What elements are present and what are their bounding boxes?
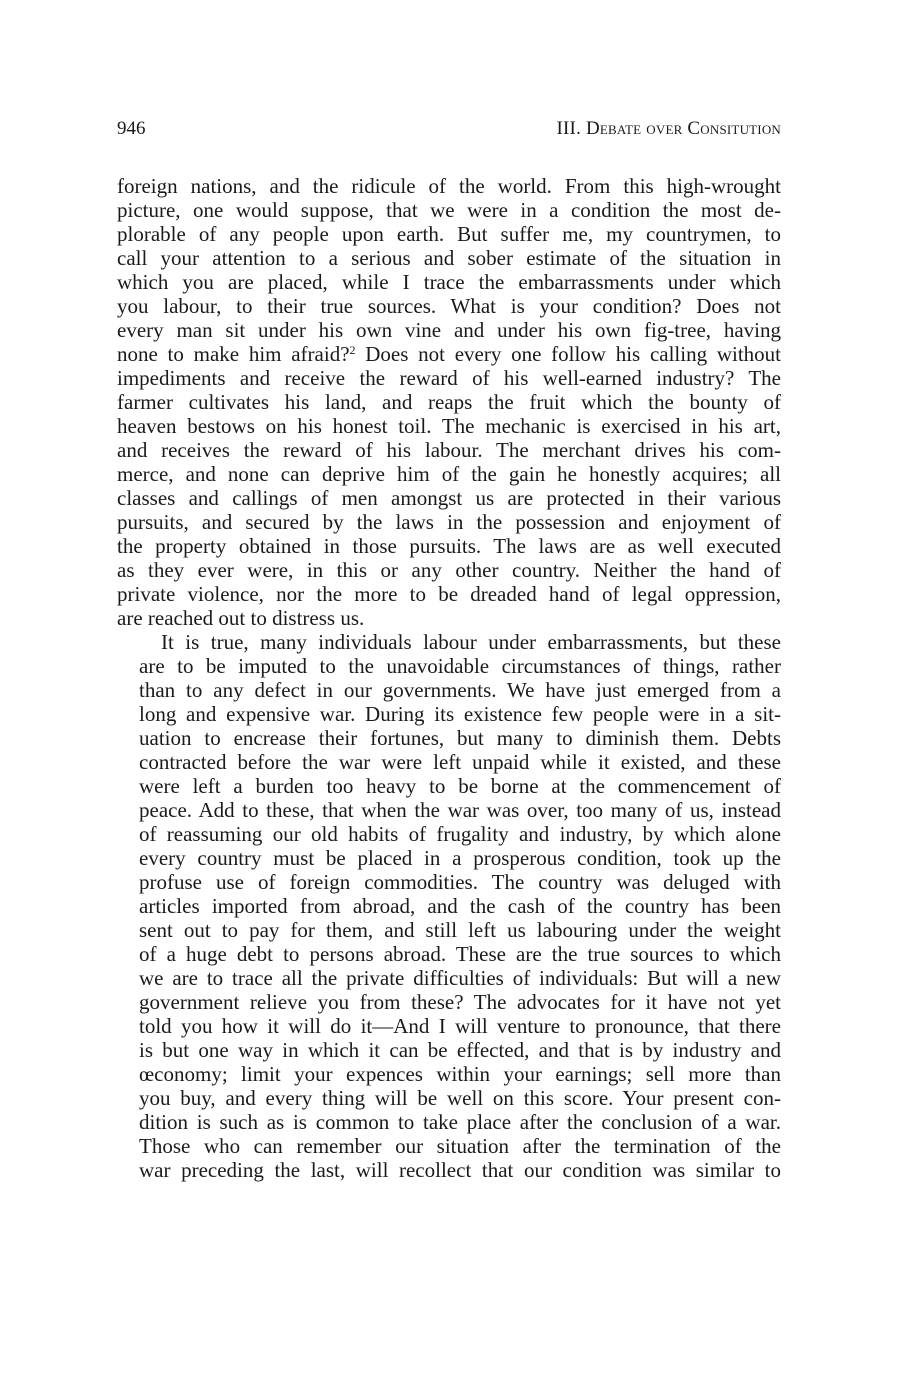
text-segment: Does not every one follow his calling without <box>355 342 781 366</box>
text-line: articles imported from abroad, and the cash of the country has been <box>139 894 781 918</box>
text-line: were left a burden too heavy to be borne at the commencement of <box>139 774 781 798</box>
footnote-marker[interactable]: 2 <box>349 343 356 357</box>
text-line: government relieve you from these? The advocates for it have not yet <box>139 990 781 1014</box>
body-text <box>117 174 781 1182</box>
text-line: of reassuming our old habits of frugality and industry, by which alone <box>139 822 781 846</box>
text-line: picture, one would suppose, that we were in a condition the most de- <box>117 198 781 222</box>
text-line: sent out to pay for them, and still left us labouring under the weight <box>139 918 781 942</box>
text-line: than to any defect in our governments. We have just emerged from a <box>139 678 781 702</box>
text-line: which you are placed, while I trace the embarrassments under which <box>117 270 781 294</box>
text-line: call your attention to a serious and sober estimate of the situation in <box>117 246 781 270</box>
text-line: war preceding the last, will recollect that our condition was similar to <box>139 1158 781 1182</box>
running-head <box>117 118 781 152</box>
page-number: 946 <box>117 118 146 139</box>
text-line: œconomy; limit your expences within your earnings; sell more than <box>139 1062 781 1086</box>
text-line: impediments and receive the reward of his well-earned industry? The <box>117 366 781 390</box>
paragraph-2 <box>117 630 781 1182</box>
text-line: the property obtained in those pursuits. The laws are as well executed <box>117 534 781 558</box>
text-line: merce, and none can deprive him of the gain he honestly acquires; all <box>117 462 781 486</box>
text-line: every man sit under his own vine and under his own fig-tree, having <box>117 318 781 342</box>
text-line: you buy, and every thing will be well on this score. Your present con- <box>139 1086 781 1110</box>
running-title: III. Debate over Consitution <box>556 118 781 139</box>
text-line: are to be imputed to the unavoidable circumstances of things, rather <box>139 654 781 678</box>
text-line: we are to trace all the private difficulties of individuals: But will a new <box>139 966 781 990</box>
text-line: dition is such as is common to take place after the conclusion of a war. <box>139 1110 781 1134</box>
text-line: are reached out to distress us. <box>117 606 365 630</box>
text-line: peace. Add to these, that when the war was over, too many of us, instead <box>139 798 781 822</box>
text-line: foreign nations, and the ridicule of the world. From this high-wrought <box>117 174 781 198</box>
text-line: told you how it will do it—And I will venture to pronounce, that there <box>139 1014 781 1038</box>
text-line: It is true, many individuals labour under embarrassments, but these <box>161 630 781 654</box>
text-line: every country must be placed in a prosperous condition, took up the <box>139 846 781 870</box>
text-line: classes and callings of men amongst us are protected in their various <box>117 486 781 510</box>
text-line: farmer cultivates his land, and reaps the fruit which the bounty of <box>117 390 781 414</box>
text-line: uation to encrease their fortunes, but many to diminish them. Debts <box>139 726 781 750</box>
text-line: long and expensive war. During its existence few people were in a sit- <box>139 702 781 726</box>
text-line: of a huge debt to persons abroad. These are the true sources to which <box>139 942 781 966</box>
text-line: and receives the reward of his labour. The merchant drives his com- <box>117 438 781 462</box>
paragraph-1 <box>117 174 781 630</box>
text-line: profuse use of foreign commodities. The country was deluged with <box>139 870 781 894</box>
text-line: pursuits, and secured by the laws in the possession and enjoyment of <box>117 510 781 534</box>
text-line: contracted before the war were left unpaid while it existed, and these <box>139 750 781 774</box>
text-segment: none to make him afraid? <box>117 342 350 366</box>
text-line: plorable of any people upon earth. But suffer me, my countrymen, to <box>117 222 781 246</box>
text-line: Those who can remember our situation after the termination of the <box>139 1134 781 1158</box>
text-line: heaven bestows on his honest toil. The mechanic is exercised in his art, <box>117 414 781 438</box>
text-line: you labour, to their true sources. What is your condition? Does not <box>117 294 781 318</box>
text-line: is but one way in which it can be effected, and that is by industry and <box>139 1038 781 1062</box>
text-line-with-footnote <box>117 342 781 366</box>
text-line: as they ever were, in this or any other country. Neither the hand of <box>117 558 781 582</box>
book-page <box>117 118 781 1182</box>
text-line: private violence, nor the more to be dreaded hand of legal oppression, <box>117 582 781 606</box>
